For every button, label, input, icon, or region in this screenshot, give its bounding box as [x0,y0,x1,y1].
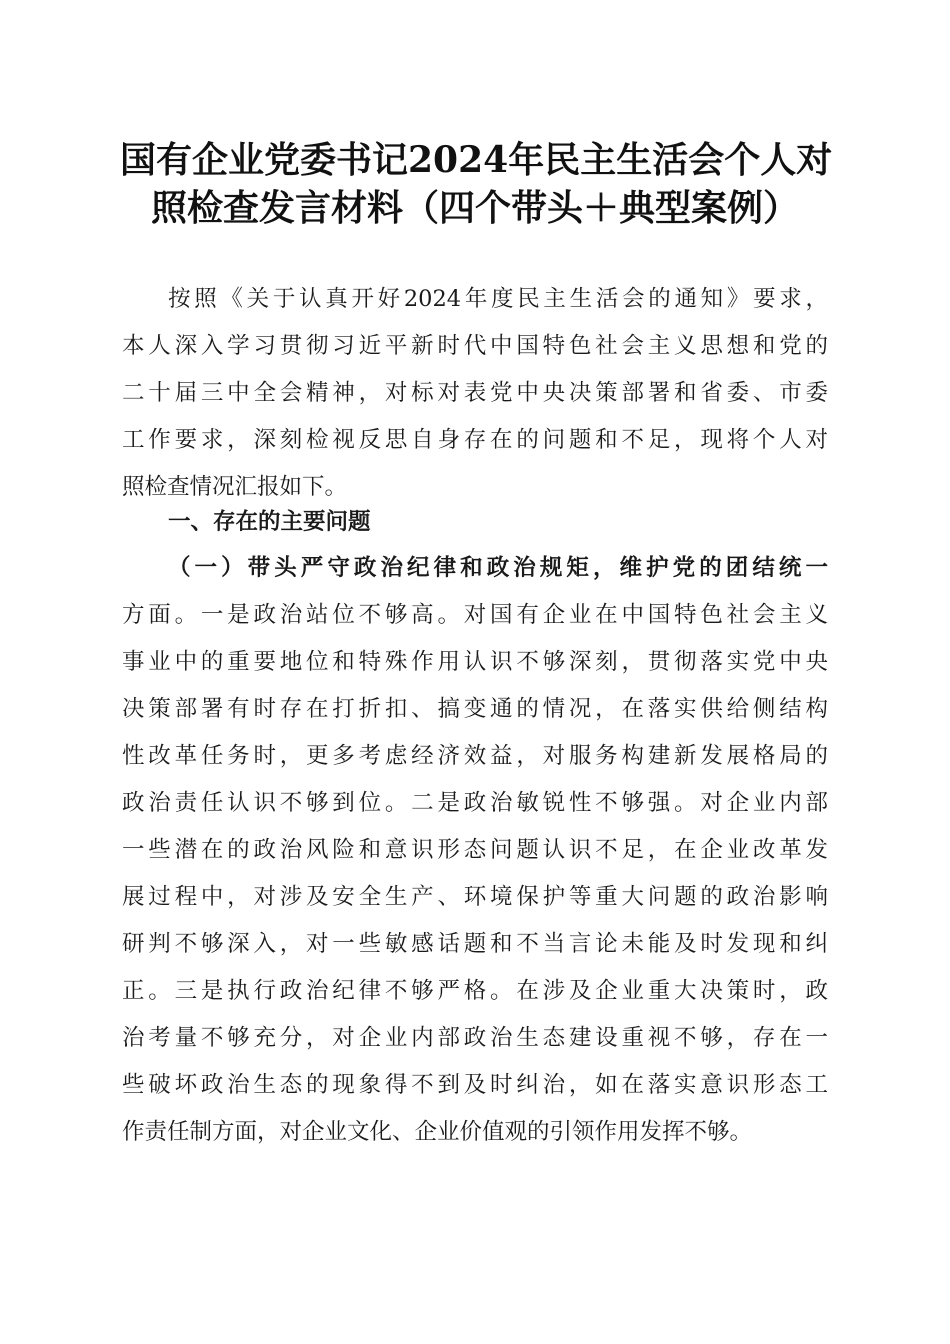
paragraph-line: 本人深入学习贯彻习近平新时代中国特色社会主义思想和党的 [122,333,828,359]
paragraph-line: 一些潜在的政治风险和意识形态问题认识不足，在企业改革发 [122,837,828,863]
paragraph-line: 作责任制方面，对企业文化、企业价值观的引领作用发挥不够。 [122,1119,753,1145]
paragraph-line: 性改革任务时，更多考虑经济效益，对服务构建新发展格局的 [122,743,828,769]
title-line: 国有企业党委书记2024年民主生活会个人对 [120,139,833,181]
paragraph-line: 些破坏政治生态的现象得不到及时纠治，如在落实意识形态工 [122,1072,828,1098]
subsection-paragraph [122,545,828,1156]
paragraph-line: 研判不够深入，对一些敏感话题和不当言论未能及时发现和纠 [122,931,828,957]
paragraph-line: 工作要求，深刻检视反思自身存在的问题和不足，现将个人对 [122,427,828,453]
intro-paragraph [122,276,828,511]
subsection-heading: （一）带头严守政治纪律和政治规矩，维护党的团结统一 [168,555,828,581]
paragraph-line: 二十届三中全会精神，对标对表党中央决策部署和省委、市委 [122,380,828,406]
section-heading: 一、存在的主要问题 [168,509,371,535]
paragraph-line: 照检查情况汇报如下。 [122,474,348,500]
paragraph-line: 决策部署有时存在打折扣、搞变通的情况，在落实供给侧结构 [122,696,828,722]
paragraph-line: 政治责任认识不够到位。二是政治敏锐性不够强。对企业内部 [122,790,828,816]
paragraph-line: 按照《关于认真开好2024年度民主生活会的通知》要求， [168,286,828,312]
paragraph-line: 展过程中，对涉及安全生产、环境保护等重大问题的政治影响 [122,884,828,910]
title-line: 照检查发言材料（四个带头＋典型案例） [150,187,799,229]
paragraph-line: 治考量不够充分，对企业内部政治生态建设重视不够，存在一 [122,1025,828,1051]
paragraph-line: 正。三是执行政治纪律不够严格。在涉及企业重大决策时，政 [122,978,828,1004]
document-title [120,136,833,232]
paragraph-line: 方面。一是政治站位不够高。对国有企业在中国特色社会主义 [122,602,828,628]
paragraph-line: 事业中的重要地位和特殊作用认识不够深刻，贯彻落实党中央 [122,649,828,675]
